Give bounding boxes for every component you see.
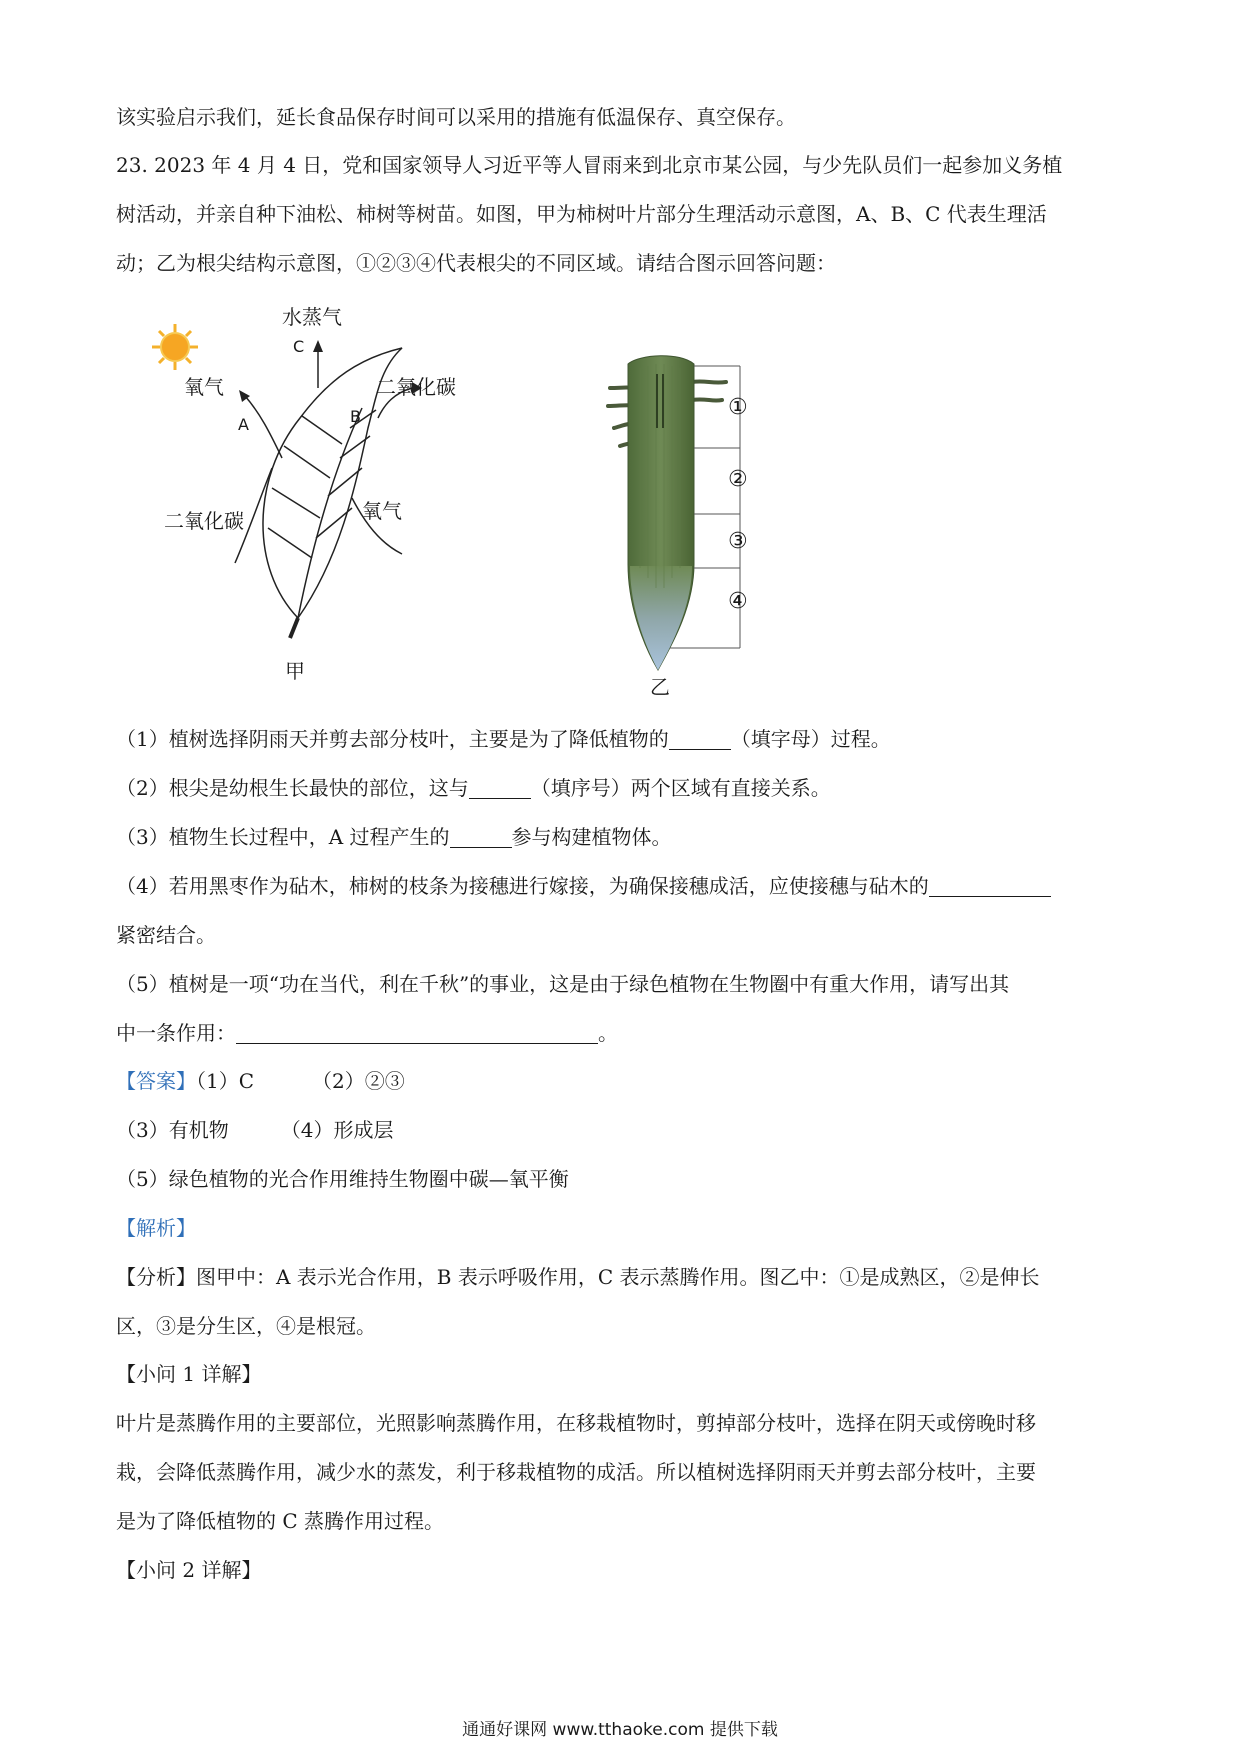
- leaf-caption: 甲: [285, 659, 305, 683]
- answer-blank: [929, 876, 1051, 897]
- question-5: （5）植树是一项“功在当代，利在千秋”的事业，这是由于绿色植物在生物圈中有重大作用，请写出其: [116, 972, 1010, 996]
- page-footer: 通通好课网 www.tthaoke.com 提供下载: [462, 1720, 778, 1740]
- analysis-line: 区，③是分生区，④是根冠。: [116, 1314, 376, 1338]
- question-4-continued: 紧密结合。: [116, 923, 216, 947]
- process-b-label: B: [350, 407, 361, 426]
- question-1: （1）植树选择阴雨天并剪去部分枝叶，主要是为了降低植物的 （填字母）过程。: [116, 727, 891, 751]
- question-4: （4）若用黑枣作为砧木，柿树的枝条为接穗进行嫁接，为确保接穗成活，应使接穗与砧木的: [116, 871, 1130, 901]
- analysis-line: 栽，会降低蒸腾作用，减少水的蒸发，利于移栽植物的成活。所以植树选择阴雨天并剪去部分枝叶，主要: [116, 1460, 1036, 1484]
- answer-blank: [236, 1023, 598, 1044]
- sun-icon: [152, 324, 198, 370]
- process-c-label: C: [293, 337, 305, 356]
- analysis-tag: 【解析】: [116, 1216, 196, 1240]
- oxygen-label-right: 氧气: [362, 499, 402, 523]
- answer-blank: [469, 778, 531, 799]
- analysis-line: 叶片是蒸腾作用的主要部位，光照影响蒸腾作用，在移栽植物时，剪掉部分枝叶，选择在阴天或傍晚时移: [116, 1411, 1036, 1435]
- question-3: （3）植物生长过程中，A 过程产生的 参与构建植物体。: [116, 825, 672, 849]
- answer-line: （5）绿色植物的光合作用维持生物圈中碳—氧平衡: [116, 1167, 569, 1191]
- co2-label-right: 二氧化碳: [376, 375, 456, 399]
- intro-line: 该实验启示我们，延长食品保存时间可以采用的措施有低温保存、真空保存。: [116, 105, 796, 129]
- question-stem-line: 树活动，并亲自种下油松、柿树等树苗。如图，甲为柿树叶片部分生理活动示意图，A、B、C 代表生理活: [116, 202, 1047, 226]
- root-caption: 乙: [650, 675, 670, 699]
- question-5-continued: 中一条作用： 。: [116, 1021, 618, 1045]
- sub-question-title: 【小问 2 详解】: [116, 1558, 262, 1582]
- process-a-label: A: [238, 415, 249, 434]
- biology-figure: [140, 305, 780, 699]
- water-vapor-label: 水蒸气: [282, 305, 342, 329]
- root-tip-diagram: [608, 356, 748, 699]
- answer-tag: 【答案】: [116, 1069, 196, 1093]
- answer-line: 【答案】（1）C （2）②③: [116, 1069, 405, 1093]
- answer-blank: [669, 729, 731, 750]
- question-stem-line: 23. 2023 年 4 月 4 日，党和国家领导人习近平等人冒雨来到北京市某公园，与少先队员们一起参加义务植: [116, 153, 1063, 177]
- analysis-line: 是为了降低植物的 C 蒸腾作用过程。: [116, 1509, 445, 1533]
- sub-question-title: 【小问 1 详解】: [116, 1362, 262, 1386]
- root-zone-label: ②: [728, 467, 748, 492]
- oxygen-label-left: 氧气: [184, 375, 224, 399]
- analysis-line: 【分析】图甲中：A 表示光合作用，B 表示呼吸作用，C 表示蒸腾作用。图乙中：①是成熟区，②是伸长: [116, 1265, 1040, 1289]
- root-zone-label: ③: [728, 529, 748, 554]
- root-zone-label: ④: [728, 589, 748, 614]
- question-2: （2）根尖是幼根生长最快的部位，这与 （填序号）两个区域有直接关系。: [116, 776, 831, 800]
- question-stem-line: 动；乙为根尖结构示意图，①②③④代表根尖的不同区域。请结合图示回答问题：: [116, 251, 836, 275]
- co2-label-left: 二氧化碳: [164, 509, 244, 533]
- root-zone-label: ①: [728, 395, 748, 420]
- answer-blank: [450, 827, 512, 848]
- answer-line: （3）有机物 （4）形成层: [116, 1118, 394, 1142]
